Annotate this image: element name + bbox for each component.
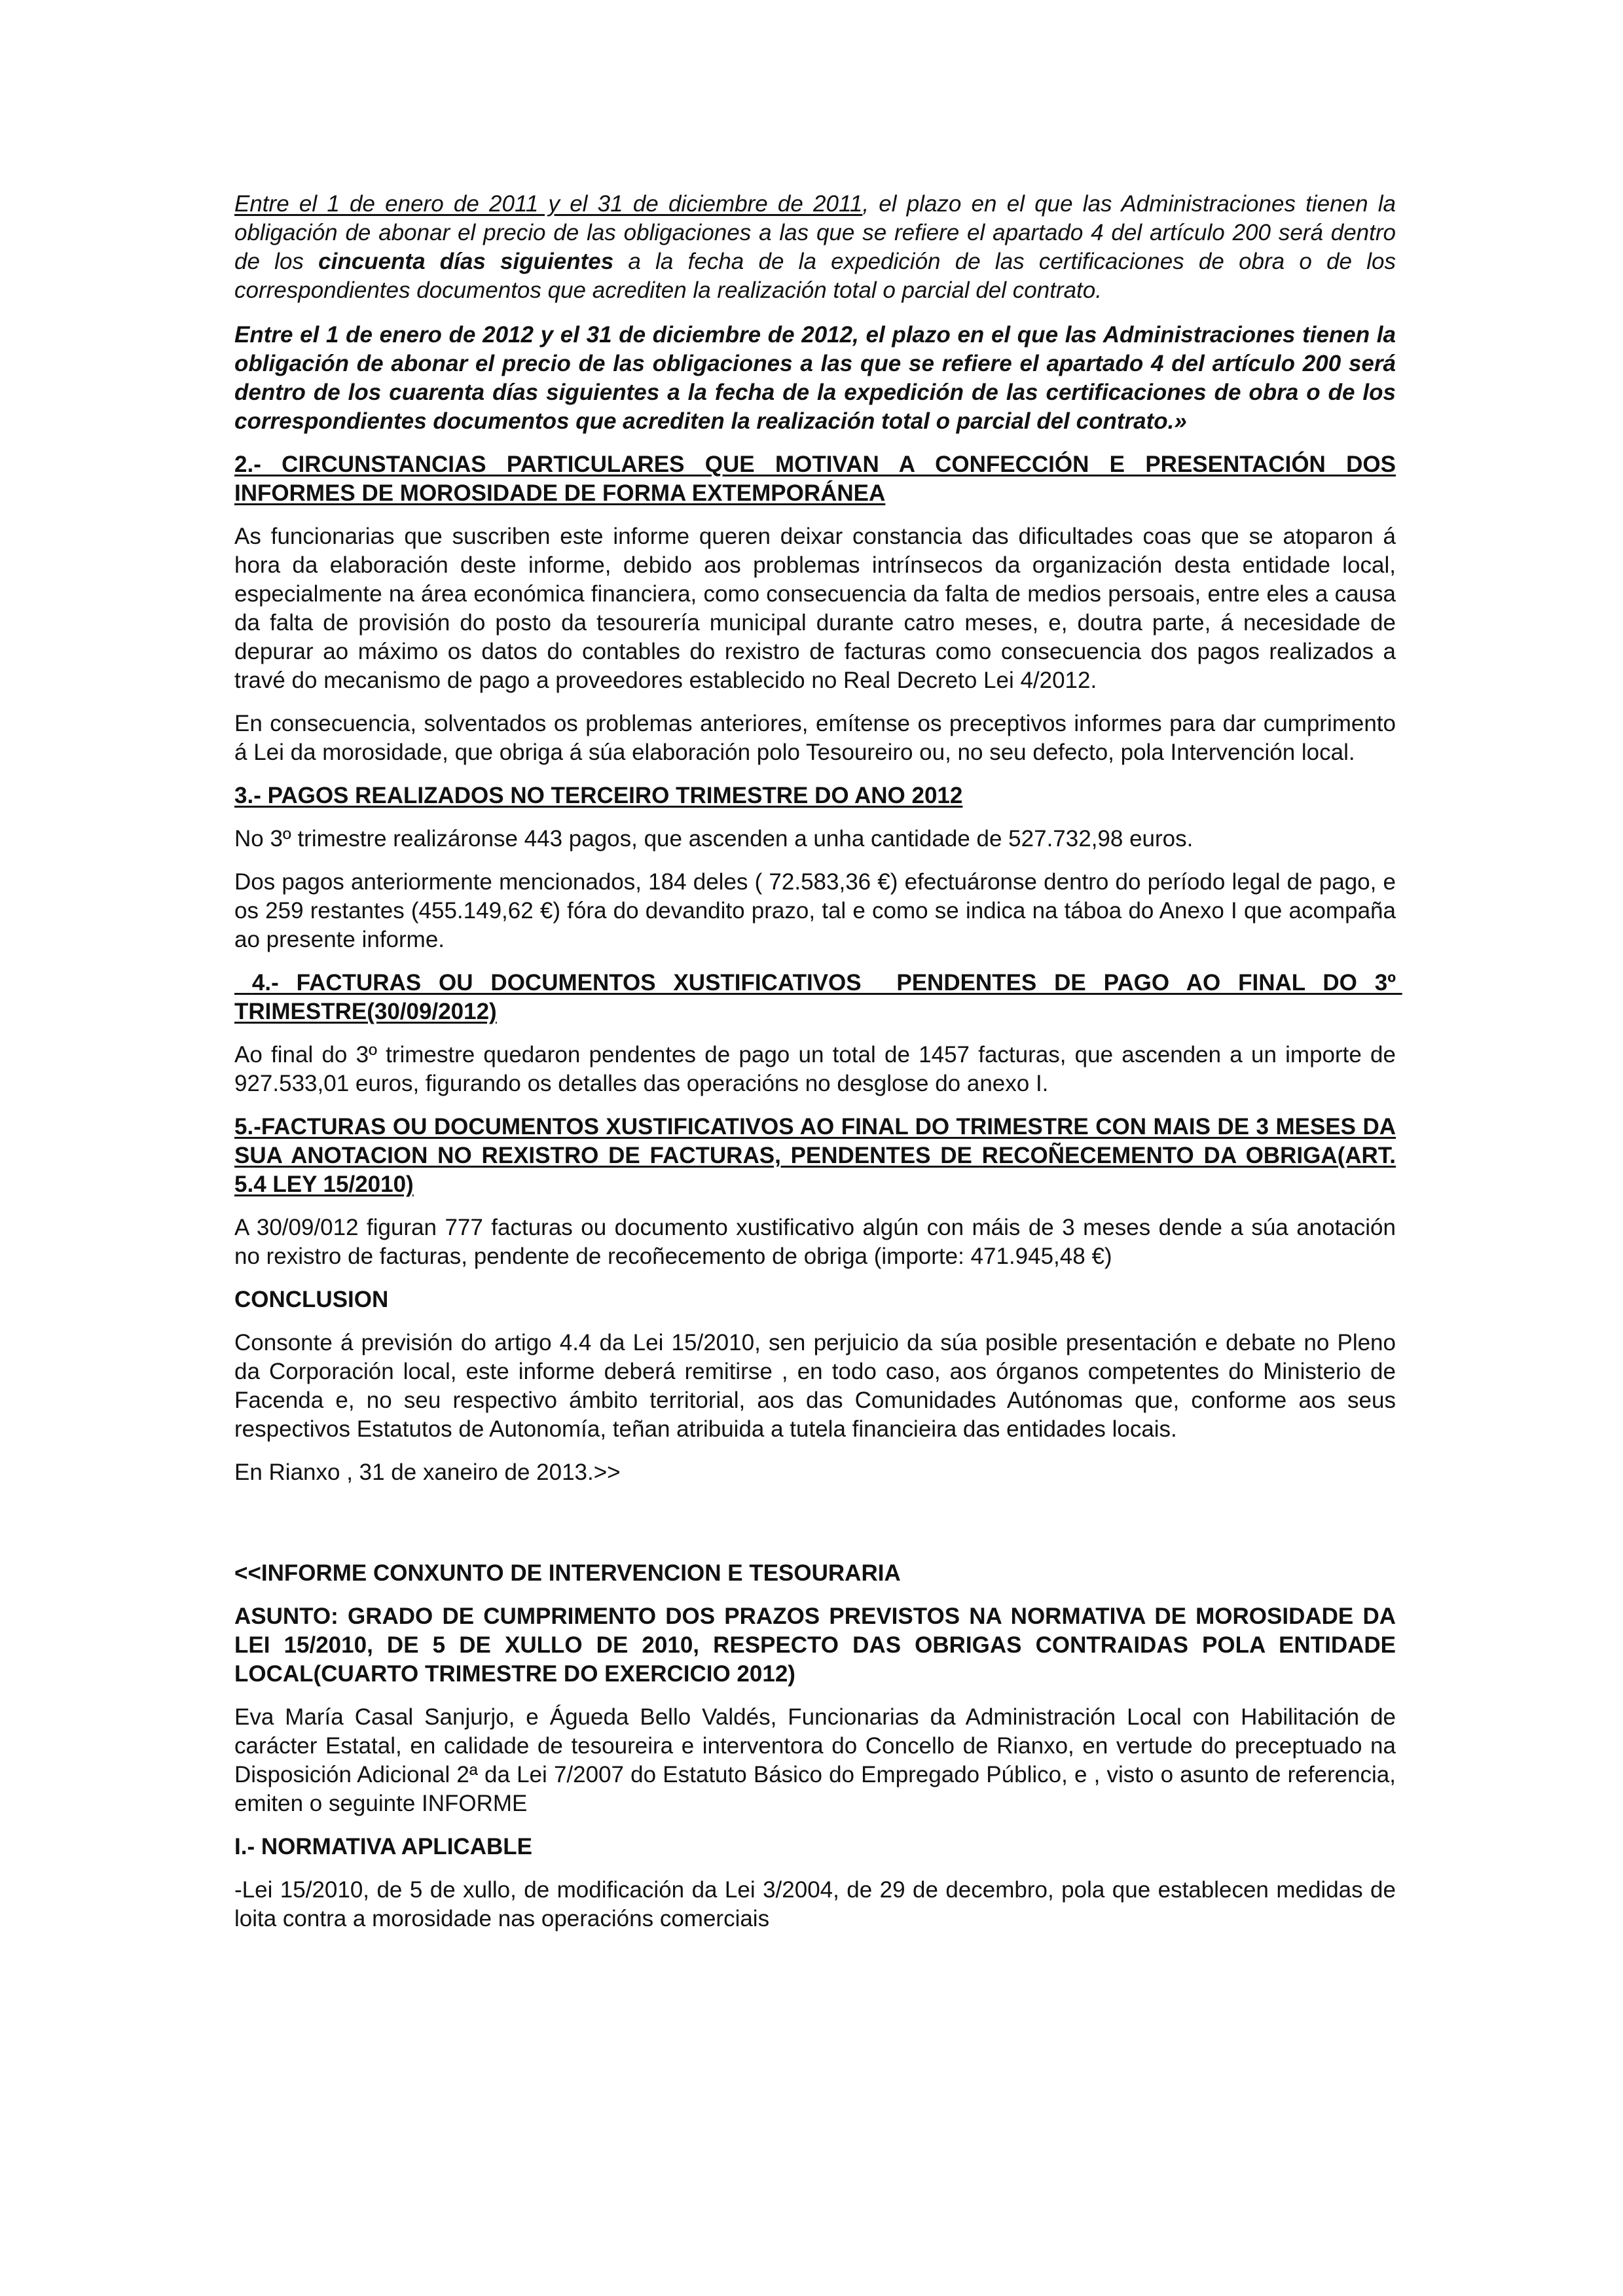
paragraph-plazo-2012: Entre el 1 de enero de 2012 y el 31 de diciembre de 2012, el plazo en el que las Administraciones tienen la obligación de abonar el precio de las obligaciones a las que se refiere el apartado 4 del artículo 200 será dentro de los cuarenta días siguientes a la fecha de la expedición de las certificaciones de obra o de los correspondientes documentos que acrediten la realización total o parcial del contrato.» [234, 322, 1396, 434]
text-2011-bold: cincuenta días siguientes [318, 249, 614, 274]
heading-section-5: 5.-FACTURAS OU DOCUMENTOS XUSTIFICATIVOS AO FINAL DO TRIMESTRE CON MAIS DE 3 MESES DA SUA ANOTACION NO REXISTRO DE FACTURAS, PENDENTES DE RECOÑECEMENTO DA OBRIGA(ART. 5.4 LEY 15/2010) [234, 1114, 1396, 1197]
paragraph-section-4: Ao final do 3º trimestre quedaron pendentes de pago un total de 1457 facturas, que ascenden a un importe de 927.533,01 euros, figurando os detalles das operacións no desglose do anexo I. [234, 1042, 1396, 1096]
paragraph-section-5: A 30/09/012 figuran 777 facturas ou documento xustificativo algún con máis de 3 meses dende a súa anotación no rexistro de facturas, pendente de recoñecemento de obriga (importe: 471.945,48 €) [234, 1215, 1396, 1269]
paragraph-section-3-b: Dos pagos anteriormente mencionados, 184 deles ( 72.583,36 €) efectuáronse dentro do período legal de pago, e os 259 restantes (455.149,62 €) fóra do devandito prazo, tal e como se indica na táboa do Anexo I que acompaña ao presente informe. [234, 869, 1396, 952]
text-2011-b: a la fecha de la expedición de las certificaciones de obra o de los correspondientes documentos que acrediten la realización total o parcial del contrato. [234, 249, 1396, 303]
text-2011-a: , el plazo en el que las Administraciones tienen la obligación de abonar el precio de las obligaciones a las que se refiere el apartado 4 del artículo 200 será dentro de los [234, 191, 1396, 274]
signature-line: En Rianxo , 31 de xaneiro de 2013.>> [234, 1460, 621, 1485]
paragraph-section-2-b: En consecuencia, solventados os problemas anteriores, emítense os preceptivos informes para dar cumprimento á Lei da morosidade, que obriga á súa elaboración polo Tesoureiro ou, no seu defecto, pola Intervención local. [234, 711, 1396, 765]
heading-normativa: I.- NORMATIVA APLICABLE [234, 1834, 532, 1859]
paragraph-section-3-a: No 3º trimestre realizáronse 443 pagos, que ascenden a unha cantidade de 527.732,98 euros. [234, 826, 1194, 852]
paragraph-normativa: -Lei 15/2010, de 5 de xullo, de modificación da Lei 3/2004, de 29 de decembro, pola que establecen medidas de loita contra a morosidade nas operacións comerciais [234, 1877, 1396, 1931]
heading-section-3: 3.- PAGOS REALIZADOS NO TERCEIRO TRIMESTRE DO ANO 2012 [234, 783, 963, 808]
paragraph-intro: Eva María Casal Sanjurjo, e Águeda Bello Valdés, Funcionarias da Administración Local con Habilitación de carácter Estatal, en calidade de tesoureira e interventora do Concello de Rianxo, en vertude do preceptuado na Disposición Adicional 2ª da Lei 7/2007 do Estatuto Básico do Empregado Público, e , visto o asunto de referencia, emiten o seguinte INFORME [234, 1704, 1396, 1816]
asunto-block: ASUNTO: GRADO DE CUMPRIMENTO DOS PRAZOS PREVISTOS NA NORMATIVA DE MOROSIDADE DA LEI 15/2010, DE 5 DE XULLO DE 2010, RESPECTO DAS OBRIGAS CONTRAIDAS POLA ENTIDADE LOCAL(CUARTO TRIMESTRE DO EXERCICIO 2012) [234, 1604, 1396, 1687]
paragraph-section-2-a: As funcionarias que suscriben este informe queren deixar constancia das dificultades coas que se atoparon á hora da elaboración deste informe, debido aos problemas intrínsecos da organización desta entidade local, especialmente na área económica financiera, como consecuencia da falta de medios persoais, entre eles a causa da falta de provisión do posto da tesourería municipal durante catro meses, e, doutra parte, á necesidade de depurar ao máximo os datos do contables do rexistro de facturas como consecuencia dos pagos realizados a travé do mecanismo de pago a proveedores establecido no Real Decreto Lei 4/2012. [234, 524, 1396, 693]
heading-section-2: 2.- CIRCUNSTANCIAS PARTICULARES QUE MOTIVAN A CONFECCIÓN E PRESENTACIÓN DOS INFORMES DE MOROSIDADE DE FORMA EXTEMPORÁNEA [234, 452, 1396, 506]
document-page [234, 190, 1402, 1933]
heading-conclusion: CONCLUSION [234, 1287, 389, 1312]
paragraph-conclusion: Consonte á previsión do artigo 4.4 da Lei 15/2010, sen perjuicio da súa posible presentación e debate no Pleno da Corporación local, este informe deberá remitirse , en todo caso, aos órganos competentes do Ministerio de Facenda e, no seu respectivo ámbito territorial, aos das Comunidades Autónomas que, conforme aos seus respectivos Estatutos de Autonomía, teñan atribuida a tutela financieira das entidades locais. [234, 1330, 1396, 1442]
heading-section-4: 4.- FACTURAS OU DOCUMENTOS XUSTIFICATIVOS PENDENTES DE PAGO AO FINAL DO 3º TRIMESTRE(30/09/2012) [234, 970, 1402, 1024]
dates-2011: Entre el 1 de enero de 2011 y el 31 de diciembre de 2011 [234, 191, 863, 217]
heading-informe-conxunto: <<INFORME CONXUNTO DE INTERVENCION E TESOURARIA [234, 1560, 901, 1586]
paragraph-plazo-2011 [234, 190, 1396, 305]
